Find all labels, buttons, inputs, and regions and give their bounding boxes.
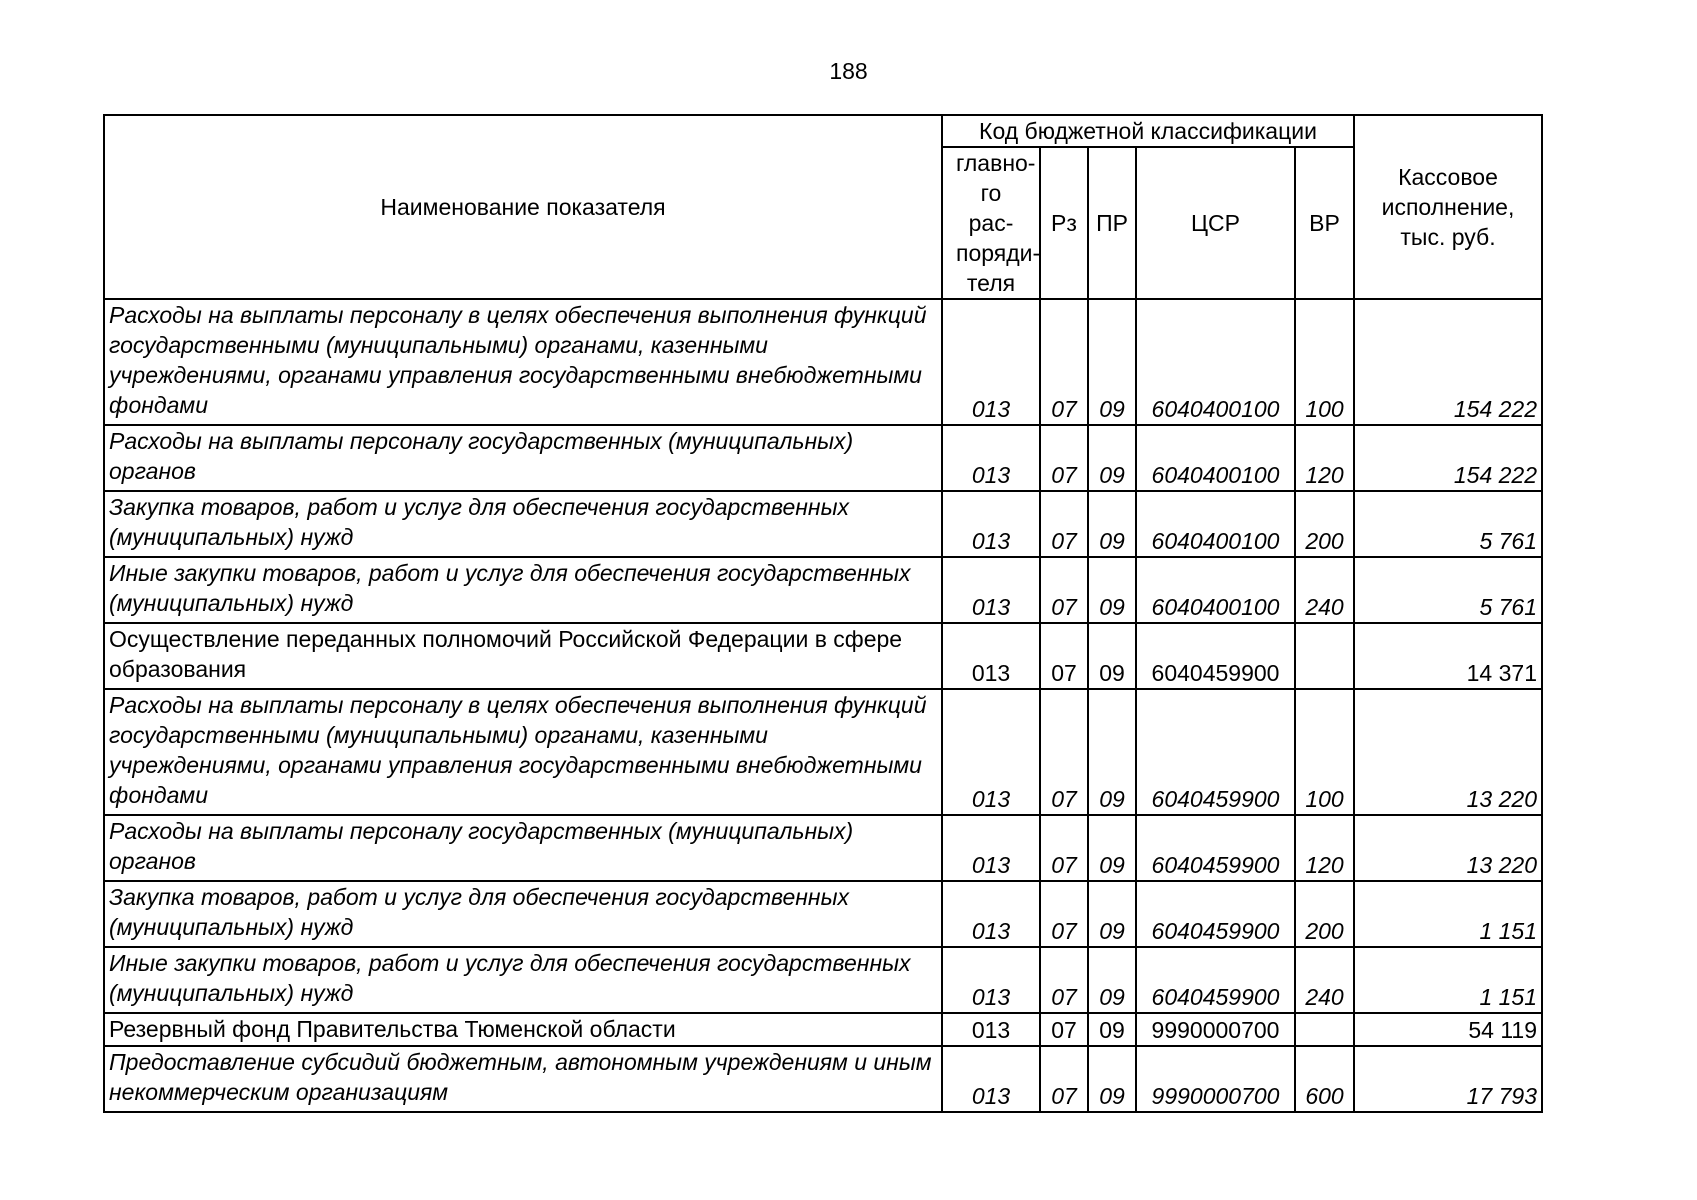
row-main-manager-code: 013	[942, 1013, 1040, 1046]
row-main-manager-code: 013	[942, 425, 1040, 491]
row-rz: 07	[1040, 947, 1088, 1013]
row-csr: 6040400100	[1136, 299, 1295, 425]
row-rz: 07	[1040, 299, 1088, 425]
budget-execution-table	[103, 114, 1543, 1113]
row-pr: 09	[1088, 623, 1136, 689]
row-rz: 07	[1040, 623, 1088, 689]
row-name: Расходы на выплаты персоналу государственных (муниципальных) органов	[104, 815, 942, 881]
header-csr: ЦСР	[1136, 147, 1295, 299]
row-amount: 5 761	[1354, 557, 1542, 623]
row-name: Закупка товаров, работ и услуг для обеспечения государственных (муниципальных) нужд	[104, 491, 942, 557]
row-pr: 09	[1088, 299, 1136, 425]
table-row	[104, 881, 1542, 947]
table-row	[104, 299, 1542, 425]
row-rz: 07	[1040, 491, 1088, 557]
row-pr: 09	[1088, 881, 1136, 947]
row-pr: 09	[1088, 689, 1136, 815]
row-main-manager-code: 013	[942, 491, 1040, 557]
row-pr: 09	[1088, 947, 1136, 1013]
row-main-manager-code: 013	[942, 815, 1040, 881]
row-amount: 17 793	[1354, 1046, 1542, 1112]
row-rz: 07	[1040, 1013, 1088, 1046]
row-csr: 6040400100	[1136, 491, 1295, 557]
row-rz: 07	[1040, 425, 1088, 491]
row-vr: 120	[1295, 425, 1354, 491]
row-vr	[1295, 623, 1354, 689]
table-row	[104, 689, 1542, 815]
row-csr: 6040459900	[1136, 689, 1295, 815]
row-rz: 07	[1040, 557, 1088, 623]
row-vr: 200	[1295, 491, 1354, 557]
row-name: Закупка товаров, работ и услуг для обеспечения государственных (муниципальных) нужд	[104, 881, 942, 947]
row-main-manager-code: 013	[942, 623, 1040, 689]
table-row	[104, 815, 1542, 881]
header-code-group: Код бюджетной классификации	[942, 115, 1354, 147]
row-name: Расходы на выплаты персоналу в целях обеспечения выполнения функций государственными (муниципальными) органами, казенными учреждениями, органами управления государственными внебюджетными фондами	[104, 299, 942, 425]
header-name: Наименование показателя	[104, 115, 942, 299]
row-amount: 1 151	[1354, 881, 1542, 947]
row-main-manager-code: 013	[942, 557, 1040, 623]
row-main-manager-code: 013	[942, 299, 1040, 425]
row-csr: 6040459900	[1136, 623, 1295, 689]
table-row	[104, 557, 1542, 623]
row-csr: 6040459900	[1136, 881, 1295, 947]
row-amount: 13 220	[1354, 815, 1542, 881]
table-row	[104, 1013, 1542, 1046]
row-pr: 09	[1088, 557, 1136, 623]
table-row	[104, 425, 1542, 491]
row-csr: 9990000700	[1136, 1046, 1295, 1112]
table-row	[104, 491, 1542, 557]
row-csr: 6040400100	[1136, 557, 1295, 623]
header-rz: Рз	[1040, 147, 1088, 299]
row-amount: 154 222	[1354, 425, 1542, 491]
row-amount: 14 371	[1354, 623, 1542, 689]
row-amount: 154 222	[1354, 299, 1542, 425]
table-row	[104, 947, 1542, 1013]
row-rz: 07	[1040, 1046, 1088, 1112]
header-main-manager	[942, 147, 1040, 299]
table-row	[104, 623, 1542, 689]
row-pr: 09	[1088, 815, 1136, 881]
row-vr: 240	[1295, 947, 1354, 1013]
header-amount	[1354, 115, 1542, 299]
row-vr: 600	[1295, 1046, 1354, 1112]
row-vr: 120	[1295, 815, 1354, 881]
row-csr: 6040459900	[1136, 947, 1295, 1013]
header-main-manager-label: главно-го рас-поряди-теля	[956, 150, 1041, 296]
row-pr: 09	[1088, 491, 1136, 557]
row-rz: 07	[1040, 881, 1088, 947]
page-number: 188	[829, 58, 868, 84]
row-name: Расходы на выплаты персоналу в целях обеспечения выполнения функций государственными (муниципальными) органами, казенными учреждениями, органами управления государственными внебюджетными фондами	[104, 689, 942, 815]
row-main-manager-code: 013	[942, 1046, 1040, 1112]
row-name: Осуществление переданных полномочий Российской Федерации в сфере образования	[104, 623, 942, 689]
row-csr: 9990000700	[1136, 1013, 1295, 1046]
row-vr: 240	[1295, 557, 1354, 623]
row-name: Предоставление субсидий бюджетным, автономным учреждениям и иным некоммерческим организациям	[104, 1046, 942, 1112]
row-pr: 09	[1088, 1046, 1136, 1112]
row-name: Расходы на выплаты персоналу государственных (муниципальных) органов	[104, 425, 942, 491]
row-amount: 1 151	[1354, 947, 1542, 1013]
header-pr: ПР	[1088, 147, 1136, 299]
row-vr: 100	[1295, 689, 1354, 815]
row-vr: 100	[1295, 299, 1354, 425]
row-vr: 200	[1295, 881, 1354, 947]
row-main-manager-code: 013	[942, 689, 1040, 815]
row-csr: 6040400100	[1136, 425, 1295, 491]
row-amount: 13 220	[1354, 689, 1542, 815]
row-pr: 09	[1088, 1013, 1136, 1046]
row-name: Иные закупки товаров, работ и услуг для обеспечения государственных (муниципальных) нужд	[104, 947, 942, 1013]
header-amount-label: Кассовое исполнение, тыс. руб.	[1381, 164, 1515, 250]
row-csr: 6040459900	[1136, 815, 1295, 881]
table-row	[104, 1046, 1542, 1112]
row-rz: 07	[1040, 815, 1088, 881]
row-vr	[1295, 1013, 1354, 1046]
row-main-manager-code: 013	[942, 881, 1040, 947]
row-name: Резервный фонд Правительства Тюменской области	[104, 1013, 942, 1046]
header-vr: ВР	[1295, 147, 1354, 299]
row-pr: 09	[1088, 425, 1136, 491]
row-amount: 54 119	[1354, 1013, 1542, 1046]
row-name: Иные закупки товаров, работ и услуг для обеспечения государственных (муниципальных) нужд	[104, 557, 942, 623]
row-amount: 5 761	[1354, 491, 1542, 557]
row-main-manager-code: 013	[942, 947, 1040, 1013]
row-rz: 07	[1040, 689, 1088, 815]
